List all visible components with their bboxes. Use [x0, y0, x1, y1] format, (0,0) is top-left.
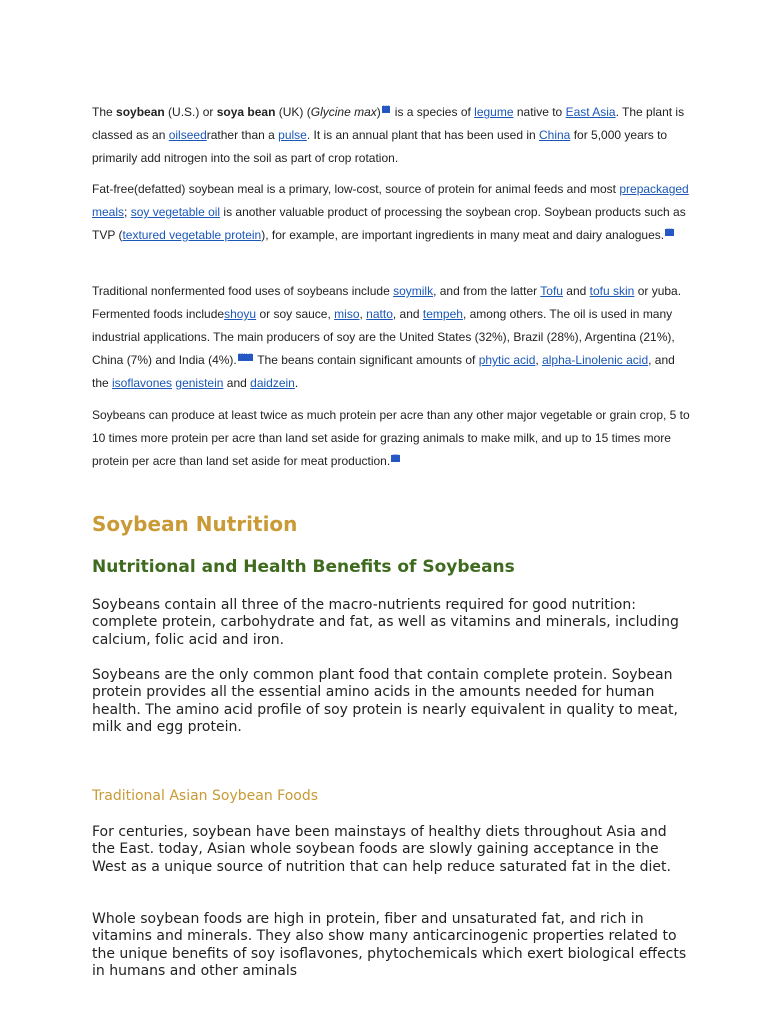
link-alpha-linolenic-acid[interactable]: alpha-Linolenic acid — [542, 353, 649, 367]
term-soybean: soybean — [116, 105, 165, 119]
paragraph-macro-nutrients: Soybeans contain all three of the macro-nutrients required for good nutrition: complete protein, carbohydrate and fat, as well as vitamins and minerals, including calcium, folic acid and iron. — [92, 597, 679, 648]
reference-link-3-4[interactable]: [3][4] — [238, 354, 253, 360]
link-oilseed[interactable]: oilseed — [168, 128, 207, 142]
link-prepackaged-meals[interactable]: prepackaged meals — [92, 182, 689, 219]
paragraph-complete-protein: Soybeans are the only common plant food that contain complete protein. Soybean protein provides all the essential amino acids in the amounts needed for human health. The amino acid profile of soy protein is nearly equivalent in quality to meat, milk and egg protein. — [92, 667, 678, 735]
link-tofu-skin[interactable]: tofu skin — [589, 284, 635, 298]
link-isoflavones[interactable]: isoflavones — [112, 376, 173, 390]
link-phytic-acid[interactable]: phytic acid — [478, 353, 536, 367]
link-tofu[interactable]: Tofu — [540, 284, 563, 298]
intro-paragraph-1-text: The soybean (U.S.) or soya bean (UK) (Glycine max) [1] is a species of legume native to East Asia. The plant is classed as an oilseedrather than a pulse. It is an annual plant that has been used in China for 5,000 years to primarily add nitrogen into the soil as part of crop rotation. — [92, 105, 685, 165]
link-natto[interactable]: natto — [366, 307, 393, 321]
link-pulse[interactable]: pulse — [278, 128, 307, 142]
link-china[interactable]: China — [539, 128, 571, 142]
intro-paragraph-4-text: Soybeans can produce at least twice as much protein per acre than any other major vegetable or grain crop, 5 to 10 times more protein per acre than land set aside for grazing animals to make milk, and up to 15 times more protein per acre than land set aside for meat production. [5] — [92, 408, 690, 468]
subheading-nutritional-health-benefits: Nutritional and Health Benefits of Soybeans — [92, 557, 515, 577]
paragraph-asian-diets: For centuries, soybean have been mainstays of healthy diets throughout Asia and the East. today, Asian whole soybean foods are slowly gaining acceptance in the West as a unique source of nutrition that can help reduce saturated fat in the diet. — [92, 824, 671, 875]
paragraph-whole-soybean-foods: Whole soybean foods are high in protein, fiber and unsaturated fat, and rich in vitamins and minerals. They also show many anticarcinogenic properties related to the unique benefits of soy isoflavones, phytochemicals which exert biological effects in humans and other aminals — [92, 911, 687, 979]
term-soya-bean: soya bean — [216, 105, 276, 119]
subheading-traditional-asian-soybean-foods: Traditional Asian Soybean Foods — [92, 788, 319, 804]
link-shoyu[interactable]: shoyu — [224, 307, 257, 321]
link-legume[interactable]: legume — [474, 105, 514, 119]
intro-paragraph-1 — [92, 101, 692, 170]
link-genistein[interactable]: genistein — [175, 376, 224, 390]
intro-paragraph-3-text: Traditional nonfermented food uses of soybeans include soymilk, and from the latter Tofu and tofu skin or yuba. Fermented foods includeshoyu or soy sauce, miso, natto, and tempeh, among others. The oil is used in many industrial applications. The main producers of soy are the United States (32%), Brazil (28%), Argentina (21%), China (7%) and India (4%). [3][4] The beans contain significant amounts of phytic acid, alpha-Linolenic acid, and the isoflavones genistein and daidzein. — [92, 284, 682, 390]
intro-paragraph-2-text: Fat-free(defatted) soybean meal is a primary, low-cost, source of protein for animal feeds and most prepackaged meals; soy vegetable oil is another valuable product of processing the soybean crop. Soybean products such as TVP (textured vegetable protein), for example, are important ingredients in many meat and dairy analogues. [2] — [92, 182, 689, 242]
section-heading-soybean-nutrition: Soybean Nutrition — [92, 512, 298, 536]
reference-link-2[interactable]: [2] — [666, 229, 673, 235]
link-daidzein[interactable]: daidzein — [250, 376, 295, 390]
link-east-asia[interactable]: East Asia — [565, 105, 616, 119]
term-glycine-max: Glycine max — [310, 105, 377, 119]
link-soymilk[interactable]: soymilk — [393, 284, 434, 298]
intro-paragraph-3 — [92, 280, 692, 395]
link-miso[interactable]: miso — [334, 307, 360, 321]
reference-link-1[interactable]: [1] — [382, 106, 390, 112]
intro-paragraph-2 — [92, 178, 692, 247]
reference-link-5[interactable]: [5] — [392, 455, 399, 461]
link-tempeh[interactable]: tempeh — [422, 307, 463, 321]
link-textured-vegetable-protein[interactable]: textured vegetable protein — [122, 228, 262, 242]
link-soy-vegetable-oil[interactable]: soy vegetable oil — [130, 205, 221, 219]
intro-paragraph-4 — [92, 404, 692, 473]
